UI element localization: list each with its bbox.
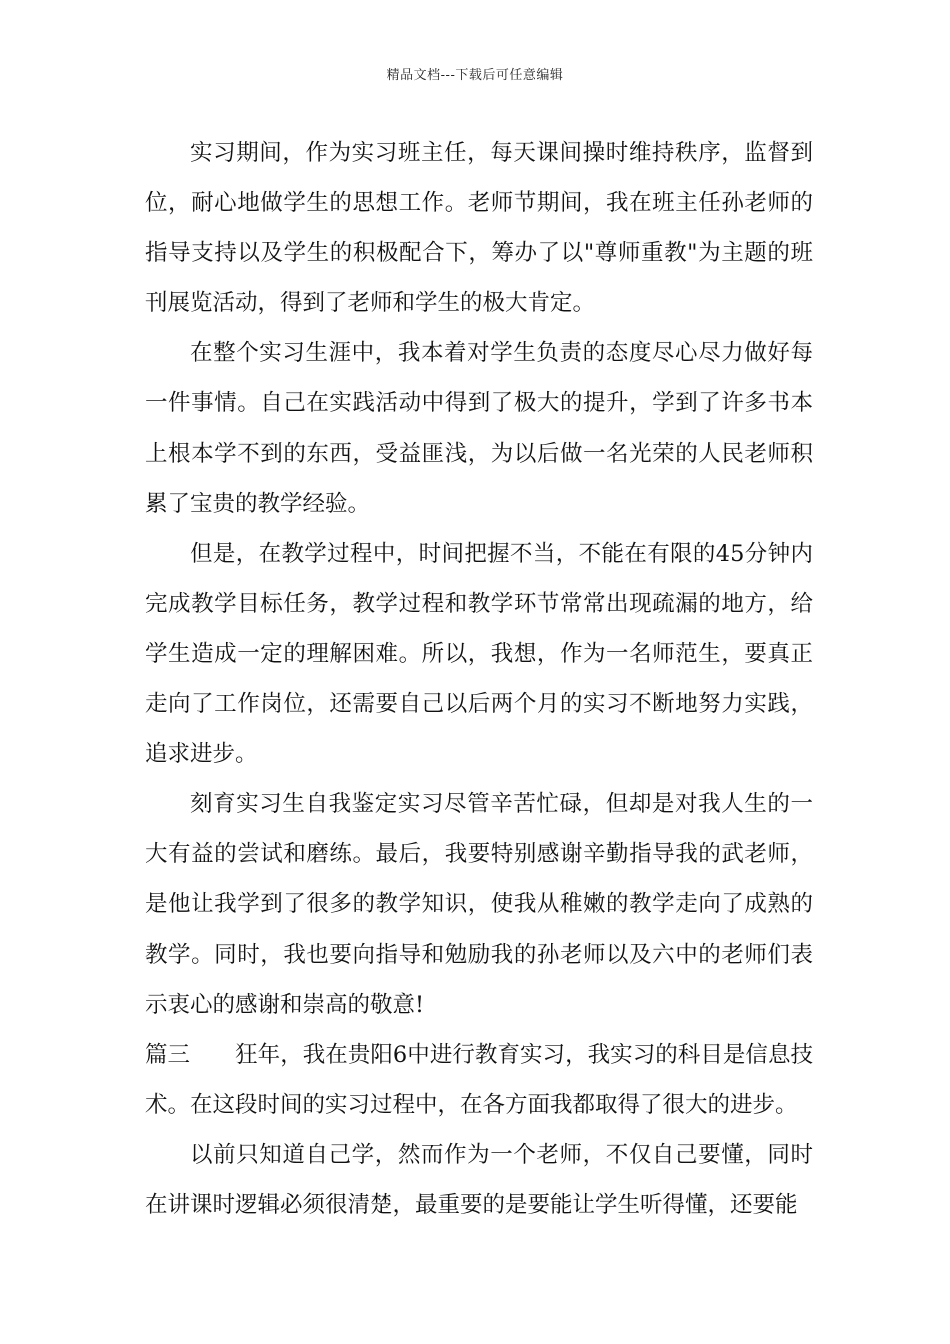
paragraph-section-three [145, 1030, 813, 1130]
section-label: 篇三 [145, 1041, 191, 1068]
paragraph-internship-duties: 实习期间，作为实习班主任，每天课间操时维持秩序，监督到位，耐心地做学生的思想工作。老师节期间，我在班主任孙老师的指导支持以及学生的积极配合下，筹办了以"尊师重教"为主题的班刊展览活动，得到了老师和学生的极大肯定。 [145, 140, 813, 317]
page-header: 精品文档---下载后可任意编辑 [386, 68, 564, 83]
paragraph-internship-career: 在整个实习生涯中，我本着对学生负责的态度尽心尽力做好每一件事情。自己在实践活动中得到了极大的提升，学到了许多书本上根本学不到的东西，受益匪浅，为以后做一名光荣的人民老师积累了宝贵的教学经验。 [145, 340, 813, 517]
paragraph-shortcomings: 但是，在教学过程中，时间把握不当，不能在有限的45分钟内完成教学目标任务，教学过程和教学环节常常出现疏漏的地方，给学生造成一定的理解困难。所以，我想，作为一名师范生，要真正走向了工作岗位，还需要自己以后两个月的实习不断地努力实践，追求进步。 [145, 540, 813, 768]
paragraph-learning: 以前只知道自己学，然而作为一个老师，不仅自己要懂，同时在讲课时逻辑必须很清楚，最重要的是要能让学生听得懂，还要能 [145, 1141, 813, 1218]
section-three-text: 狂年，我在贵阳6中进行教育实习，我实习的科目是信息技术。在这段时间的实习过程中，在各方面我都取得了很大的进步。 [145, 1041, 813, 1118]
paragraph-gratitude: 刻育实习生自我鉴定实习尽管辛苦忙碌，但却是对我人生的一大有益的尝试和磨练。最后，我要特别感谢辛勤指导我的武老师，是他让我学到了很多的教学知识，使我从稚嫩的教学走向了成熟的教学。同时，我也要向指导和勉励我的孙老师以及六中的老师们表示衷心的感谢和崇高的敬意! [145, 791, 813, 1018]
document-body [145, 128, 813, 1230]
